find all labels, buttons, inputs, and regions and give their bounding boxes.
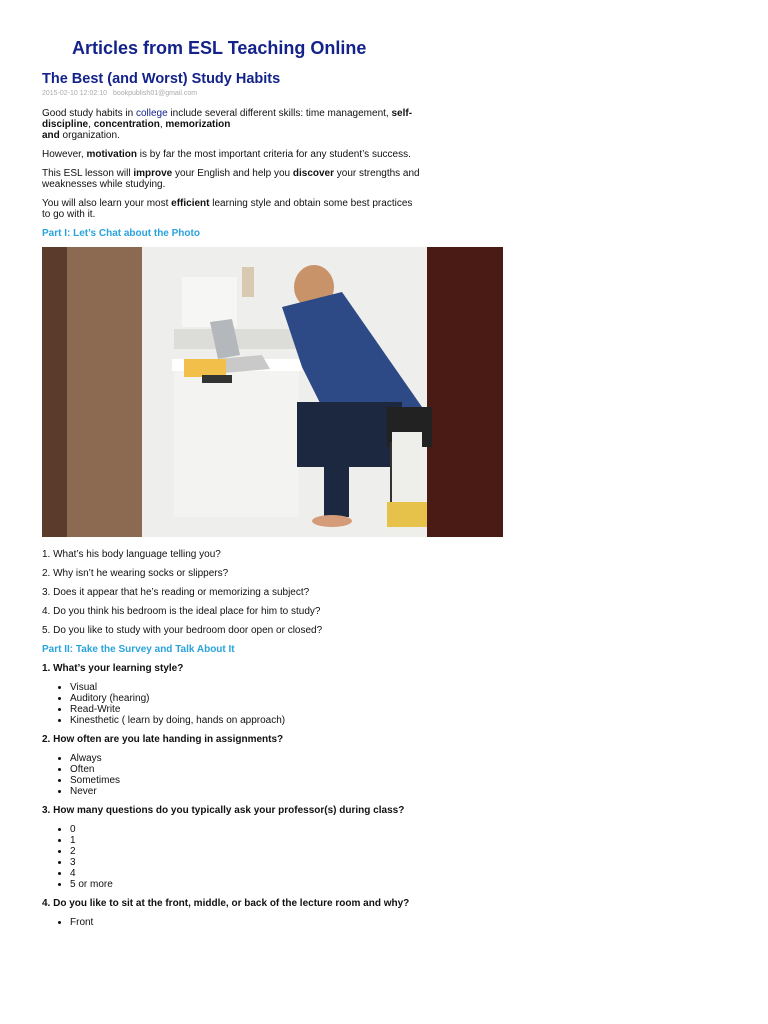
text: Good study habits in [42, 108, 136, 119]
college-link[interactable]: college [135, 108, 168, 119]
list-item: • Always [70, 753, 422, 764]
list-item: • Kinesthetic ( learn by doing, hands on approach) [70, 715, 422, 726]
text: organization. [59, 130, 120, 141]
list-item: • 1 [70, 835, 422, 846]
photo-question-1: 1. What’s his body language telling you? [42, 549, 221, 560]
list-item: • 3 [70, 857, 422, 868]
bold-text: concentration [93, 119, 160, 130]
text: your strengths and weaknesses while studying. [42, 168, 420, 190]
article-body [42, 108, 422, 936]
list-item: • Visual [70, 682, 422, 693]
list-item: • Never [70, 786, 422, 797]
intro-paragraph-3 [42, 168, 422, 190]
list-item: • Sometimes [70, 775, 422, 786]
survey-options-3 [42, 824, 422, 890]
list-item: • 5 or more [70, 879, 422, 890]
intro-paragraph-4 [42, 198, 422, 220]
survey-options-2 [42, 753, 422, 797]
text: You will also learn your most [42, 198, 172, 209]
article-date: 2015-02-10 12:02:10 [42, 90, 107, 97]
article-title: The Best (and Worst) Study Habits [42, 71, 281, 87]
bold-text: improve [133, 168, 173, 179]
survey-question-4: 4. Do you like to sit at the front, middle, or back of the lecture room and why? [42, 898, 410, 909]
text: learning style and obtain some best practices to go with it. [42, 198, 413, 220]
text: , [88, 119, 94, 130]
list-item: • 4 [70, 868, 422, 879]
list-item: • 0 [70, 824, 422, 835]
text: is by far the most important criteria for any student’s success. [137, 149, 411, 160]
article-author: bookpublish01@gmail.com [112, 90, 198, 97]
bold-text: memorization [165, 119, 231, 130]
list-item: • 2 [70, 846, 422, 857]
survey-question-1: 1. What’s your learning style? [42, 663, 184, 674]
survey-options-1 [42, 682, 422, 726]
survey-question-3: 3. How many questions do you typically ask your professor(s) during class? [42, 805, 405, 816]
article-meta [42, 90, 201, 97]
site-title: Articles from ESL Teaching Online [72, 38, 367, 58]
text: This ESL lesson will [42, 168, 134, 179]
student-studying-photo [42, 247, 503, 537]
text: However, [42, 149, 87, 160]
bold-text: self- discipline [42, 108, 413, 130]
part2-heading: Part II: Take the Survey and Talk About It [42, 644, 235, 655]
photo-question-5: 5. Do you like to study with your bedroom door open or closed? [42, 625, 323, 636]
photo-question-4: 4. Do you think his bedroom is the ideal place for him to study? [42, 606, 321, 617]
list-item: • Read-Write [70, 704, 422, 715]
bold-text: efficient [171, 198, 210, 209]
bold-text: motivation [86, 149, 138, 160]
text: include several different skills: time management, [167, 108, 392, 119]
text: , [159, 119, 166, 130]
text: your English and help you [172, 168, 293, 179]
intro-paragraph-2 [42, 149, 422, 160]
bold-text: discover [292, 168, 335, 179]
survey-question-2: 2. How often are you late handing in assignments? [42, 734, 284, 745]
survey-options-4 [42, 917, 422, 928]
photo-question-2: 2. Why isn’t he wearing socks or slippers? [42, 568, 229, 579]
photo-question-3: 3. Does it appear that he’s reading or memorizing a subject? [42, 587, 310, 598]
bold-text: and [42, 130, 60, 141]
part1-heading: Part I: Let’s Chat about the Photo [42, 228, 200, 239]
list-item: • Auditory (hearing) [70, 693, 422, 704]
list-item: • Often [70, 764, 422, 775]
intro-paragraph-1 [42, 108, 422, 141]
photo-illustration [42, 247, 503, 537]
list-item: • Front [70, 917, 422, 928]
